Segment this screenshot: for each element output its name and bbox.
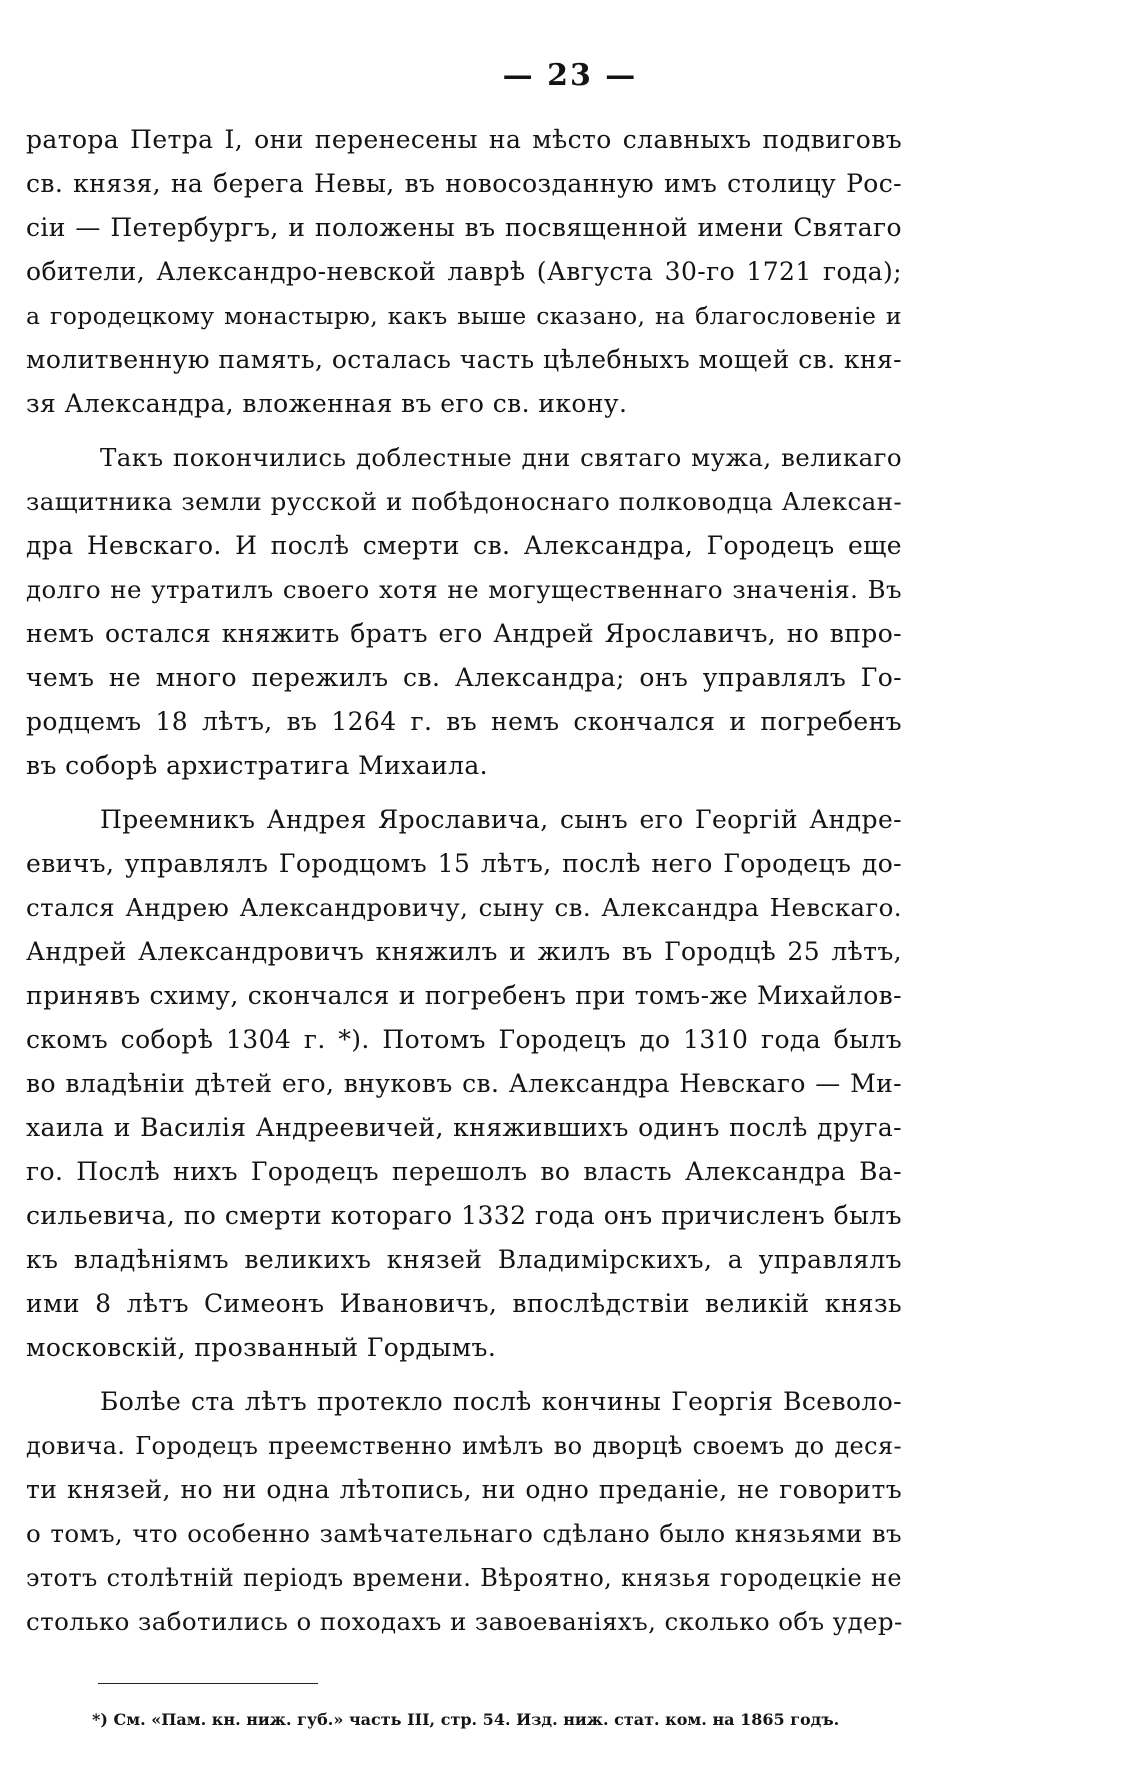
text-line: чемъ не много пережилъ св. Александра; онъ управлялъ Го- [26,663,902,692]
text-line: столько заботились о походахъ и завоеваніяхъ, сколько объ удер- [26,1607,903,1636]
text-line: го. Послѣ нихъ Городецъ перешолъ во власть Александра Ва- [26,1157,902,1186]
text-line: обители, Александро-невской лаврѣ (Августа 30-го 1721 года); [26,257,902,286]
text-line: родцемъ 18 лѣтъ, въ 1264 г. въ немъ скончался и погребенъ [26,707,902,736]
body-text [26,118,902,1654]
text-line: а городецкому монастырю, какъ выше сказано, на благословеніе и [26,302,902,330]
text-line: дра Невскаго. И послѣ смерти св. Александра, Городецъ еще [26,531,902,560]
text-line: евичъ, управлялъ Городцомъ 15 лѣтъ, послѣ него Городецъ до- [26,849,902,878]
text-line: Болѣе ста лѣтъ протекло послѣ кончины Георгія Всеволо- [100,1387,902,1416]
text-line: зя Александра, вложенная въ его св. икону. [26,389,628,418]
text-line: немъ остался княжить братъ его Андрей Ярославичъ, но впро- [26,619,902,648]
text-line: Андрей Александровичъ княжилъ и жилъ въ Городцѣ 25 лѣтъ, [26,937,902,966]
footnote-divider [98,1683,318,1684]
paragraph-1 [26,118,902,426]
text-line: сильевича, по смерти котораго 1332 года онъ причисленъ былъ [26,1201,902,1230]
text-line: стался Андрею Александровичу, сыну св. Александра Невскаго. [26,893,902,922]
page-number: — 23 — [502,58,638,93]
text-line: св. князя, на берега Невы, въ новосозданную имъ столицу Рос- [26,169,902,198]
text-line: молитвенную память, осталась часть цѣлебныхъ мощей св. кня- [26,345,902,374]
text-line: въ соборѣ архистратига Михаила. [26,751,489,780]
text-line: къ владѣніямъ великихъ князей Владимірскихъ, а управлялъ [26,1245,902,1274]
text-line: довича. Городецъ преемственно имѣлъ во дворцѣ своемъ до деся- [26,1432,902,1460]
text-line: о томъ, что особенно замѣчательнаго сдѣлано было князьями въ [26,1519,902,1548]
text-line: во владѣніи дѣтей его, внуковъ св. Александра Невскаго — Ми- [26,1069,902,1098]
footnote: *) См. «Пам. кн. ниж. губ.» часть III, стр. 54. Изд. ниж. стат. ком. на 1865 годъ. [92,1710,840,1729]
text-line: защитника земли русской и побѣдоноснаго полководца Алексан- [26,487,902,516]
paragraph-2 [26,436,902,788]
text-line: хаила и Василія Андреевичей, княжившихъ одинъ послѣ друга- [26,1113,902,1142]
text-line: Преемникъ Андрея Ярославича, сынъ его Георгій Андре- [100,805,902,834]
text-line: сіи — Петербургъ, и положены въ посвященной имени Святаго [26,213,902,242]
text-line: ти князей, но ни одна лѣтопись, ни одно преданіе, не говоритъ [26,1475,902,1504]
text-line: Такъ покончились доблестные дни святаго мужа, великаго [100,443,902,472]
text-line: этотъ столѣтній періодъ времени. Вѣроятно, князья городецкіе не [26,1564,902,1592]
text-line: московскій, прозванный Гордымъ. [26,1333,497,1362]
text-line: принявъ схиму, скончался и погребенъ при томъ-же Михайлов- [26,981,902,1010]
text-line: ратора Петра I, они перенесены на мѣсто славныхъ подвиговъ [26,125,902,154]
text-line: скомъ соборѣ 1304 г. *). Потомъ Городецъ до 1310 года былъ [26,1025,902,1054]
paragraph-3 [26,798,902,1370]
text-line: долго не утратилъ своего хотя не могущественнаго значенія. Въ [26,575,902,604]
paragraph-4 [26,1380,902,1644]
text-line: ими 8 лѣтъ Симеонъ Ивановичъ, впослѣдствіи великій князь [26,1289,902,1318]
